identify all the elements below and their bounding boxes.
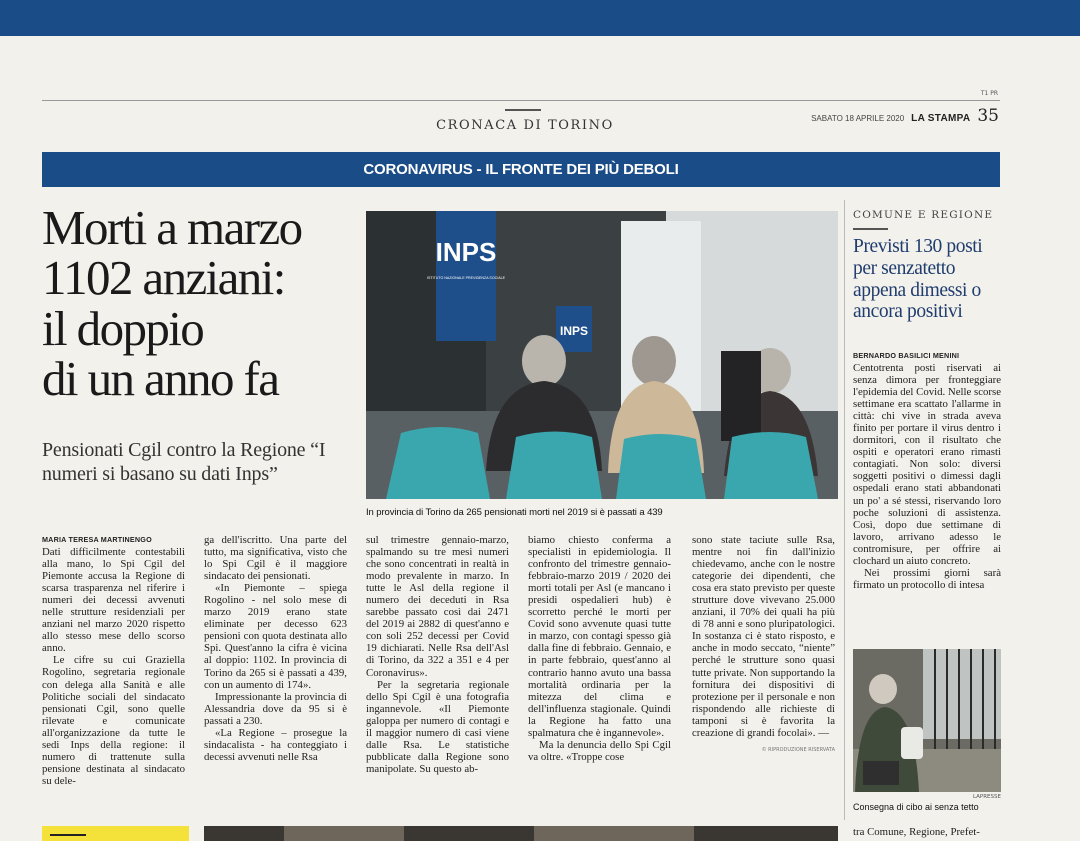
yellow-box-rule xyxy=(50,834,86,836)
sidebar-photo-caption: Consegna di cibo ai senza tetto xyxy=(853,802,979,812)
headline-line: di un anno fa xyxy=(42,351,279,407)
header-rule xyxy=(42,100,1000,101)
topic-banner: CORONAVIRUS - IL FRONTE DEI PIÙ DEBOLI xyxy=(42,152,1000,187)
dateline xyxy=(811,106,999,126)
sidebar-paragraph: Nei prossimi giorni sarà firmato un protocollo di intesa xyxy=(853,566,1001,591)
inps-sign-subtext: ISTITUTO NAZIONALE PREVIDENZA SOCIALE xyxy=(426,276,506,280)
newspaper-brand: LA STAMPA xyxy=(911,113,971,124)
food-delivery-photo xyxy=(853,649,1001,792)
sidebar-continuation: tra Comune, Regione, Prefet- xyxy=(853,826,980,838)
headline-line: 1102 anziani: xyxy=(42,250,285,306)
article-paragraph: sul trimestre gennaio-marzo, spalmando su tre mesi numeri che sono concentrati in realtà in modo prevalente in marzo. In tutte le Asl della regione il numero dei deceduti in Rsa sarebbe passato così dai 2471 del 2019 ai 2882 di quest'anno e con soli 252 decessi per Covid 19 dichiarati. Nelle Rsa dell'Asl di Torino, da 322 a 351 e 4 per Coronavirus». xyxy=(366,534,509,679)
article-paragraph: ga dell'iscritto. Una parte del tutto, ma significativa, visto che lo Spi Cgil è il maggiore sindacato dei pensionati. xyxy=(204,534,347,583)
rights-notice: © RIPRODUZIONE RISERVATA xyxy=(761,746,835,753)
sidebar-headline: Previsti 130 posti per senzatetto appena dimessi o ancora positivi xyxy=(853,236,983,323)
section-title: CRONACA DI TORINO xyxy=(436,118,614,133)
article-byline: MARIA TERESA MARTINENGO xyxy=(42,535,152,544)
article-headline xyxy=(42,200,372,407)
article-paragraph: Impressionante la provincia di Alessandria dove da 95 si è passati a 230. xyxy=(204,690,347,727)
section-rule xyxy=(505,109,541,111)
sidebar-photo-credit: LAPRESSE xyxy=(972,794,1001,800)
sidebar-byline: BERNARDO BASILICI MENINI xyxy=(853,351,960,360)
article-paragraph: biamo chiesto conferma a specialisti in epidemiologia. Il confronto del trimestre gennaio-febbraio-marzo 2019 / 2020 dei morti totali per Asl (e mancano i presidi ospedalieri hub) è scorretto perché le morti per Covid sono avvenute quasi tutte in marzo, con contagi spesso già dalla fine di febbraio. Gennaio, e in parte febbraio, quest'anno al contrario hanno avuto una bassa mortalità ordinaria per la mitezza del clima e dell'influenza stagionale. Quindi la Regione ha fatto una spalmatura che è ingannevole». xyxy=(528,534,671,739)
sidebar-divider xyxy=(844,200,845,820)
article-photo xyxy=(366,211,838,499)
article-column-2 xyxy=(204,534,347,763)
inps-sign-small-text: INPS xyxy=(559,324,589,338)
sidebar-body xyxy=(853,350,1001,591)
sidebar-kicker: COMUNE E REGIONE xyxy=(853,209,994,221)
inps-office-photo xyxy=(366,211,838,499)
article-column-5 xyxy=(692,534,835,753)
headline-line: il doppio xyxy=(42,300,204,356)
sidebar-paragraph: Centotrenta posti riservati ai senza dimora per fronteggiare l'epidemia del Covid. Nelle scorse settimane era scattato l'allarme in città: chi vive in strada aveva finito per portare il virus dentro i dormitori, con il risultato che ospiti e operatori erano rimasti contagiati. Non solo: diversi soggetti positivi o dimessi dagli ospedali erano stati abbandonati un po' a sé stessi, riservando loro poche soluzioni di assistenza. Così, dopo due settimane di lavoro, arrivano adesso le contromisure, per offrire ai clochard un aiuto concreto. xyxy=(853,362,1001,567)
photo-caption: In provincia di Torino da 265 pensionati morti nel 2019 si è passati a 439 xyxy=(366,507,663,518)
article-column-1 xyxy=(42,534,185,787)
page-id: T1 PR xyxy=(980,90,998,97)
article-paragraph: sono state taciute sulle Rsa, mentre noi fin dall'inizio chiedevamo, anche con le nostre categorie dei dipendenti, che cosa era stato previsto per queste strutture dove vivevano 25.000 anziani, il 70% dei quali ha più di 78 anni e sono pluripatologici. In sostanza ci è stato risposto, e anche in modo seccato, “niente” perché le strutture sono quasi tutte private. Non supportando la fornitura dei dispositivi di protezione per il personale e non rispondendo alle richieste di tamponi si è favorita la creazione di grandi focolai». — xyxy=(692,534,835,739)
sidebar-kicker-rule xyxy=(853,228,888,230)
article-column-3 xyxy=(366,534,509,775)
article-column-4 xyxy=(528,534,671,763)
article-paragraph: «In Piemonte – spiega Rogolino - nel solo mese di marzo 2019 erano state eliminate per decesso 623 pensioni con quota destinata allo Spi. Quest'anno la cifra è vicina al doppio: 1102. In provincia di Torino da 265 si è passati a 439, con un aumento di 174». xyxy=(204,582,347,691)
article-paragraph: Le cifre su cui Graziella Rogolino, segretaria regionale con delega alla Sanità e alle Politiche sociali del sindacato pensionati Cgil, sono quelle rilevate e comunicate all'organizzazione da tutte le sedi Inps della regione: il numero di trattenute sulla pensione destinata al sindacato su dele- xyxy=(42,654,185,787)
headline-line: Morti a marzo xyxy=(42,200,302,255)
page-number: 35 xyxy=(977,106,999,126)
top-color-bar xyxy=(0,0,1080,36)
article-subhead: Pensionati Cgil contro la Regione “I numeri si basano su dati Inps” xyxy=(42,439,326,486)
article-paragraph: Ma la denuncia dello Spi Cgil va oltre. «Troppe cose xyxy=(528,738,671,763)
sidebar-photo xyxy=(853,649,1001,792)
inps-sign-text: INPS xyxy=(435,237,497,267)
article-paragraph: Per la segretaria regionale dello Spi Cgil è una fotografia ingannevole. «Il Piemonte galoppa per numero di contagi e il maggior numero di casi viene dalle Rsa. Le statistiche pubblicate dalla Regione sono manipolate. Su questo ab- xyxy=(366,678,509,775)
article-paragraph: Dati difficilmente contestabili alla mano, lo Spi Cgil del Piemonte accusa la Regione di scarsa trasparenza nel riferire i numeri dei decessi avvenuti nelle strutture residenziali per anziani nel marzo 2020 rispetto allo stesso mese dello scorso anno. xyxy=(42,546,185,655)
issue-date: SABATO 18 APRILE 2020 xyxy=(811,114,905,123)
next-article-photo xyxy=(204,826,838,841)
article-paragraph: «La Regione – prosegue la sindacalista - ha conteggiato i decessi avvenuti nelle Rsa xyxy=(204,726,347,763)
next-article-yellow-box xyxy=(42,826,189,841)
